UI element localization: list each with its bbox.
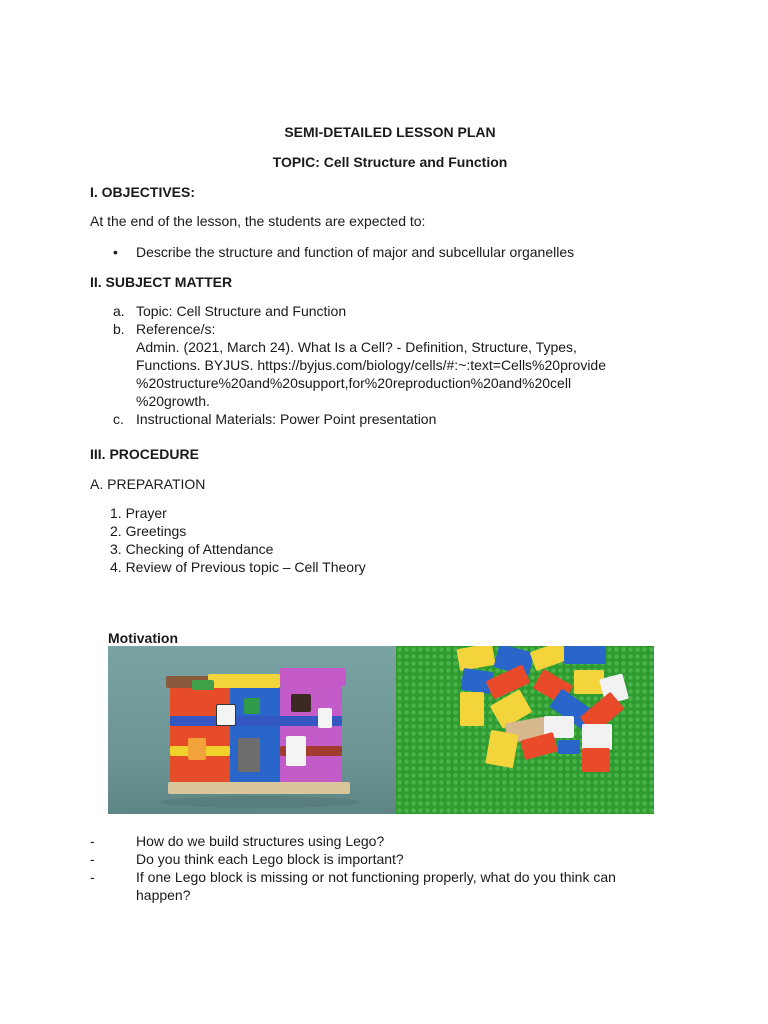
subject-matter-heading: II. SUBJECT MATTER bbox=[90, 274, 233, 290]
objectives-heading: I. OBJECTIVES: bbox=[90, 184, 196, 200]
question-marker: - bbox=[90, 869, 95, 885]
objective-item: Describe the structure and function of major and subcellular organelles bbox=[136, 244, 575, 260]
question-marker: - bbox=[90, 851, 95, 867]
reference-citation bbox=[136, 338, 606, 410]
lego-house-image bbox=[108, 646, 396, 814]
list-item: 2. Greetings bbox=[110, 523, 187, 539]
question-marker: - bbox=[90, 833, 95, 849]
reference-line: %20structure%20and%20support,for%20reproduction%20and%20cell bbox=[136, 375, 572, 391]
document-title: SEMI-DETAILED LESSON PLAN bbox=[284, 124, 496, 140]
motivation-heading: Motivation bbox=[108, 630, 178, 646]
list-item: 4. Review of Previous topic – Cell Theory bbox=[110, 559, 366, 575]
reference-line: %20growth. bbox=[136, 393, 210, 409]
list-marker: b. bbox=[113, 321, 125, 337]
preparation-steps bbox=[110, 504, 366, 576]
procedure-heading: III. PROCEDURE bbox=[90, 446, 199, 462]
topic-heading: TOPIC: Cell Structure and Function bbox=[272, 154, 508, 170]
list-marker: a. bbox=[113, 303, 125, 319]
question-item: How do we build structures using Lego? bbox=[136, 833, 385, 849]
question-item: Do you think each Lego block is important? bbox=[136, 851, 404, 867]
list-item: 1. Prayer bbox=[110, 505, 167, 521]
list-marker: c. bbox=[113, 411, 124, 427]
subject-topic: Topic: Cell Structure and Function bbox=[136, 303, 347, 319]
subject-materials: Instructional Materials: Power Point presentation bbox=[136, 411, 437, 427]
subject-reference-label: Reference/s: bbox=[136, 321, 216, 337]
bullet-marker: • bbox=[113, 244, 118, 260]
lego-blocks-image bbox=[396, 646, 654, 814]
question-item: If one Lego block is missing or not functioning properly, what do you think can bbox=[136, 869, 616, 885]
question-item-continued: happen? bbox=[136, 887, 191, 903]
preparation-heading: A. PREPARATION bbox=[90, 476, 206, 492]
reference-line: Functions. BYJUS. https://byjus.com/biology/cells/#:~:text=Cells%20provide bbox=[136, 357, 606, 373]
objectives-intro: At the end of the lesson, the students are expected to: bbox=[90, 213, 426, 229]
list-item: 3. Checking of Attendance bbox=[110, 541, 274, 557]
reference-line: Admin. (2021, March 24). What Is a Cell? - Definition, Structure, Types, bbox=[136, 339, 577, 355]
